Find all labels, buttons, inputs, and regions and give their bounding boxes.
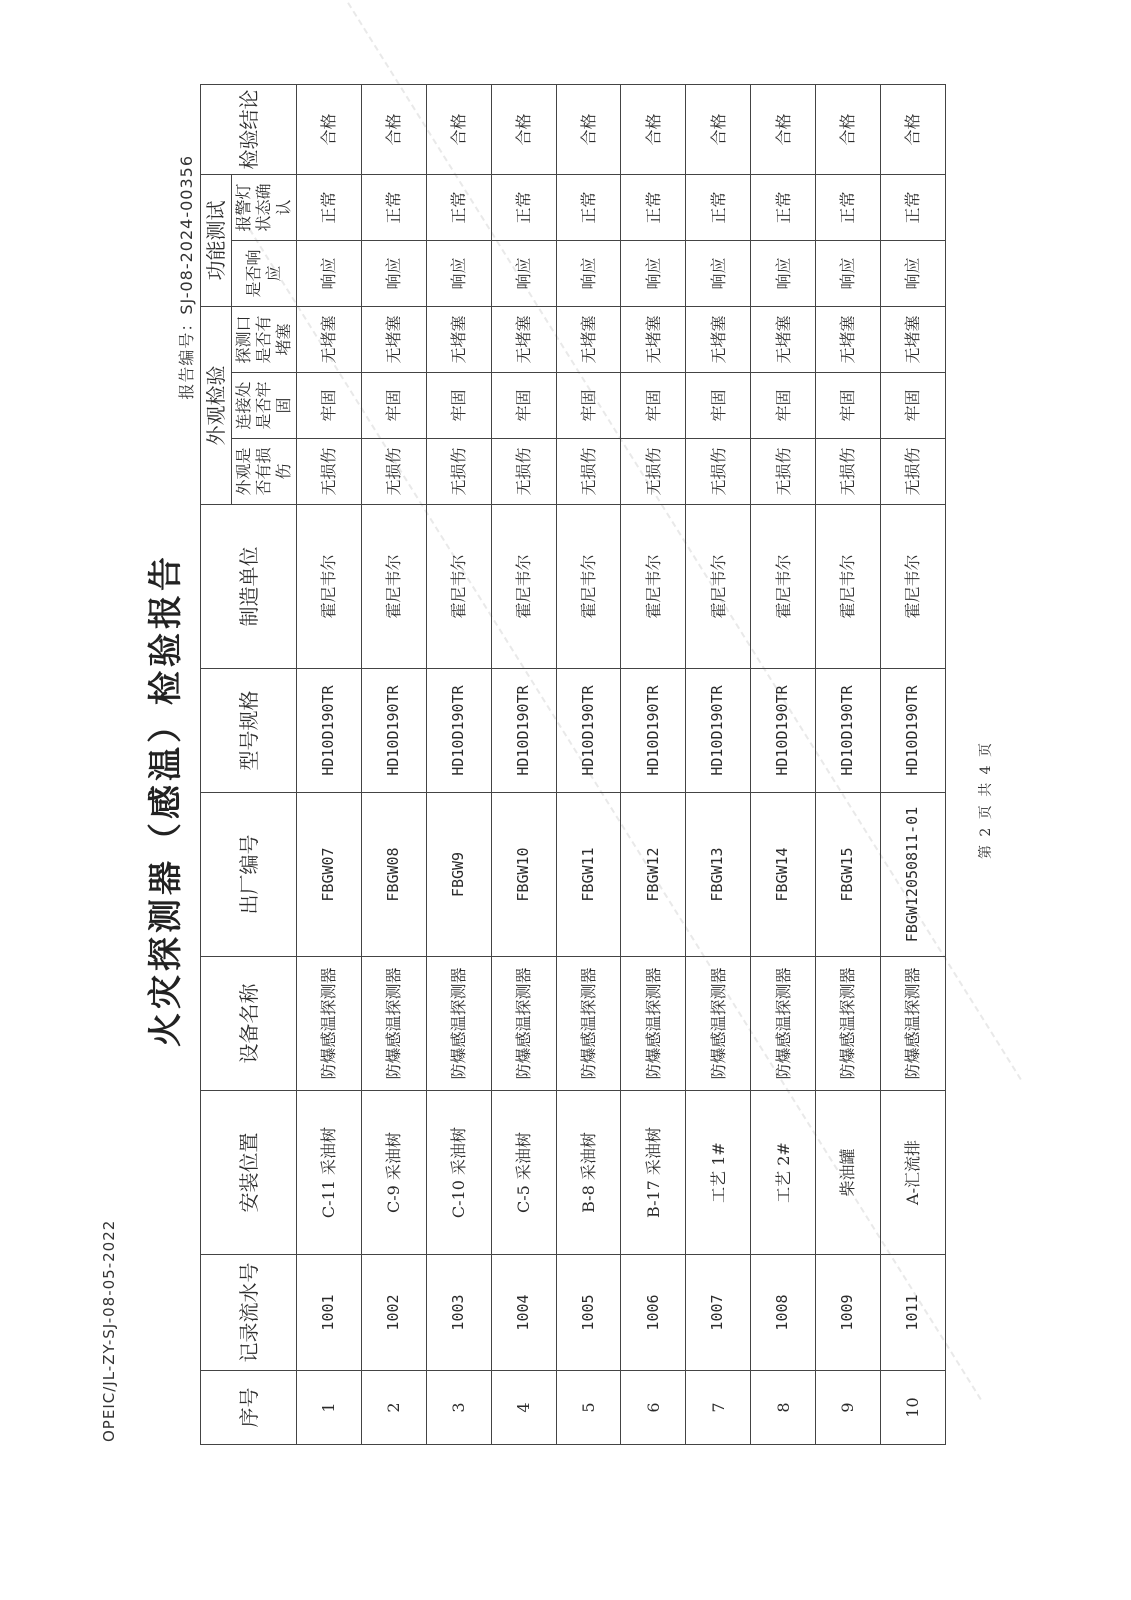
cell-probe: 无堵塞 — [686, 307, 751, 373]
cell-connection: 牢固 — [556, 373, 621, 439]
cell-device-name: 防爆感温探测器 — [556, 957, 621, 1091]
cell-record-no: 1005 — [556, 1255, 621, 1371]
cell-model: HD10D190TR — [556, 669, 621, 793]
table-row — [426, 85, 491, 1445]
cell-serial: FBGW14 — [751, 793, 816, 957]
table-row — [297, 85, 362, 1445]
cell-device-name: 防爆感温探测器 — [426, 957, 491, 1091]
cell-maker: 霍尼韦尔 — [361, 505, 426, 669]
cell-probe: 无堵塞 — [621, 307, 686, 373]
page-title: 火灾探测器（感温）检验报告 — [146, 553, 186, 1047]
cell-location: 工艺 1# — [686, 1091, 751, 1255]
cell-serial: FBGW11 — [556, 793, 621, 957]
cell-alarm: 正常 — [426, 175, 491, 241]
cell-probe: 无堵塞 — [881, 307, 946, 373]
cell-location: A-汇流排 — [881, 1091, 946, 1255]
cell-record-no: 1007 — [686, 1255, 751, 1371]
cell-response: 响应 — [297, 241, 362, 307]
cell-connection: 牢固 — [491, 373, 556, 439]
cell-damage: 无损伤 — [491, 439, 556, 505]
cell-model: HD10D190TR — [816, 669, 881, 793]
cell-record-no: 1004 — [491, 1255, 556, 1371]
cell-seq: 6 — [621, 1371, 686, 1445]
cell-alarm: 正常 — [751, 175, 816, 241]
cell-record-no: 1009 — [816, 1255, 881, 1371]
table-row — [361, 85, 426, 1445]
cell-response: 响应 — [361, 241, 426, 307]
cell-response: 响应 — [556, 241, 621, 307]
cell-location: B-17 采油树 — [621, 1091, 686, 1255]
header-seq: 序号 — [201, 1371, 297, 1445]
cell-conclusion: 合格 — [491, 85, 556, 175]
header-conclusion: 检验结论 — [201, 85, 297, 175]
cell-record-no: 1008 — [751, 1255, 816, 1371]
cell-seq: 2 — [361, 1371, 426, 1445]
cell-conclusion: 合格 — [556, 85, 621, 175]
cell-alarm: 正常 — [297, 175, 362, 241]
cell-maker: 霍尼韦尔 — [751, 505, 816, 669]
cell-serial: FBGW12050811-01 — [881, 793, 946, 957]
cell-maker: 霍尼韦尔 — [816, 505, 881, 669]
header-function-response: 是否响应 — [232, 241, 297, 307]
report-number: 报告编号：SJ-08-2024-00356 — [177, 155, 196, 400]
table-row — [751, 85, 816, 1445]
cell-connection: 牢固 — [816, 373, 881, 439]
cell-model: HD10D190TR — [751, 669, 816, 793]
cell-conclusion: 合格 — [816, 85, 881, 175]
cell-seq: 8 — [751, 1371, 816, 1445]
cell-connection: 牢固 — [621, 373, 686, 439]
cell-maker: 霍尼韦尔 — [297, 505, 362, 669]
cell-damage: 无损伤 — [297, 439, 362, 505]
cell-serial: FBGW12 — [621, 793, 686, 957]
cell-seq: 4 — [491, 1371, 556, 1445]
cell-probe: 无堵塞 — [751, 307, 816, 373]
cell-damage: 无损伤 — [751, 439, 816, 505]
cell-model: HD10D190TR — [426, 669, 491, 793]
inspection-table — [200, 84, 946, 1445]
cell-connection: 牢固 — [881, 373, 946, 439]
cell-alarm: 正常 — [621, 175, 686, 241]
cell-location: 工艺 2# — [751, 1091, 816, 1255]
cell-seq: 7 — [686, 1371, 751, 1445]
cell-seq: 10 — [881, 1371, 946, 1445]
cell-response: 响应 — [426, 241, 491, 307]
cell-model: HD10D190TR — [297, 669, 362, 793]
cell-location: B-8 采油树 — [556, 1091, 621, 1255]
cell-response: 响应 — [816, 241, 881, 307]
cell-serial: FBGW13 — [686, 793, 751, 957]
cell-response: 响应 — [686, 241, 751, 307]
header-maker: 制造单位 — [201, 505, 297, 669]
form-code: OPEIC/JL-ZY-SJ-08-05-2022 — [100, 1219, 118, 1442]
cell-serial: FBGW08 — [361, 793, 426, 957]
cell-connection: 牢固 — [426, 373, 491, 439]
cell-seq: 3 — [426, 1371, 491, 1445]
table-row — [621, 85, 686, 1445]
cell-damage: 无损伤 — [426, 439, 491, 505]
cell-alarm: 正常 — [816, 175, 881, 241]
header-device-name: 设备名称 — [201, 957, 297, 1091]
cell-device-name: 防爆感温探测器 — [621, 957, 686, 1091]
cell-connection: 牢固 — [297, 373, 362, 439]
cell-record-no: 1003 — [426, 1255, 491, 1371]
header-location: 安装位置 — [201, 1091, 297, 1255]
cell-seq: 5 — [556, 1371, 621, 1445]
cell-record-no: 1002 — [361, 1255, 426, 1371]
cell-device-name: 防爆感温探测器 — [751, 957, 816, 1091]
header-function: 功能测试 — [201, 175, 232, 307]
cell-connection: 牢固 — [751, 373, 816, 439]
cell-alarm: 正常 — [881, 175, 946, 241]
cell-conclusion: 合格 — [621, 85, 686, 175]
cell-damage: 无损伤 — [621, 439, 686, 505]
cell-alarm: 正常 — [491, 175, 556, 241]
cell-response: 响应 — [621, 241, 686, 307]
cell-location: 柴油罐 — [816, 1091, 881, 1255]
cell-device-name: 防爆感温探测器 — [686, 957, 751, 1091]
cell-model: HD10D190TR — [686, 669, 751, 793]
cell-maker: 霍尼韦尔 — [621, 505, 686, 669]
cell-record-no: 1006 — [621, 1255, 686, 1371]
header-appearance: 外观检验 — [201, 307, 232, 505]
cell-conclusion: 合格 — [751, 85, 816, 175]
header-row-1 — [201, 85, 232, 1445]
cell-conclusion: 合格 — [426, 85, 491, 175]
cell-location: C-9 采油树 — [361, 1091, 426, 1255]
header-record-no: 记录流水号 — [201, 1255, 297, 1371]
cell-probe: 无堵塞 — [491, 307, 556, 373]
page-number: 第 2 页 共 4 页 — [978, 740, 994, 860]
cell-maker: 霍尼韦尔 — [556, 505, 621, 669]
cell-location: C-10 采油树 — [426, 1091, 491, 1255]
cell-probe: 无堵塞 — [426, 307, 491, 373]
cell-device-name: 防爆感温探测器 — [491, 957, 556, 1091]
header-appearance-probe: 探测口是否有堵塞 — [232, 307, 297, 373]
table-body — [297, 85, 946, 1445]
table-row — [556, 85, 621, 1445]
cell-alarm: 正常 — [556, 175, 621, 241]
cell-response: 响应 — [881, 241, 946, 307]
cell-serial: FBGW07 — [297, 793, 362, 957]
header-model: 型号规格 — [201, 669, 297, 793]
header-function-alarm: 报警灯状态确认 — [232, 175, 297, 241]
header-appearance-damage: 外观是否有损伤 — [232, 439, 297, 505]
cell-alarm: 正常 — [361, 175, 426, 241]
cell-seq: 9 — [816, 1371, 881, 1445]
cell-model: HD10D190TR — [361, 669, 426, 793]
cell-model: HD10D190TR — [621, 669, 686, 793]
cell-response: 响应 — [751, 241, 816, 307]
header-appearance-connection: 连接处是否牢固 — [232, 373, 297, 439]
cell-response: 响应 — [491, 241, 556, 307]
cell-device-name: 防爆感温探测器 — [361, 957, 426, 1091]
table-row — [491, 85, 556, 1445]
cell-maker: 霍尼韦尔 — [426, 505, 491, 669]
cell-connection: 牢固 — [361, 373, 426, 439]
cell-maker: 霍尼韦尔 — [491, 505, 556, 669]
cell-conclusion: 合格 — [686, 85, 751, 175]
cell-seq: 1 — [297, 1371, 362, 1445]
cell-damage: 无损伤 — [686, 439, 751, 505]
cell-probe: 无堵塞 — [556, 307, 621, 373]
cell-damage: 无损伤 — [881, 439, 946, 505]
cell-serial: FBGW9 — [426, 793, 491, 957]
cell-model: HD10D190TR — [491, 669, 556, 793]
cell-device-name: 防爆感温探测器 — [816, 957, 881, 1091]
cell-serial: FBGW15 — [816, 793, 881, 957]
cell-maker: 霍尼韦尔 — [881, 505, 946, 669]
cell-probe: 无堵塞 — [361, 307, 426, 373]
table-row — [881, 85, 946, 1445]
cell-location: C-5 采油树 — [491, 1091, 556, 1255]
cell-model: HD10D190TR — [881, 669, 946, 793]
cell-damage: 无损伤 — [361, 439, 426, 505]
header-serial: 出厂编号 — [201, 793, 297, 957]
cell-damage: 无损伤 — [816, 439, 881, 505]
cell-record-no: 1001 — [297, 1255, 362, 1371]
table-row — [816, 85, 881, 1445]
table-row — [686, 85, 751, 1445]
cell-serial: FBGW10 — [491, 793, 556, 957]
cell-conclusion: 合格 — [361, 85, 426, 175]
cell-location: C-11 采油树 — [297, 1091, 362, 1255]
cell-probe: 无堵塞 — [816, 307, 881, 373]
cell-connection: 牢固 — [686, 373, 751, 439]
cell-conclusion: 合格 — [881, 85, 946, 175]
cell-probe: 无堵塞 — [297, 307, 362, 373]
cell-record-no: 1011 — [881, 1255, 946, 1371]
cell-device-name: 防爆感温探测器 — [881, 957, 946, 1091]
cell-damage: 无损伤 — [556, 439, 621, 505]
cell-maker: 霍尼韦尔 — [686, 505, 751, 669]
cell-device-name: 防爆感温探测器 — [297, 957, 362, 1091]
cell-alarm: 正常 — [686, 175, 751, 241]
cell-conclusion: 合格 — [297, 85, 362, 175]
